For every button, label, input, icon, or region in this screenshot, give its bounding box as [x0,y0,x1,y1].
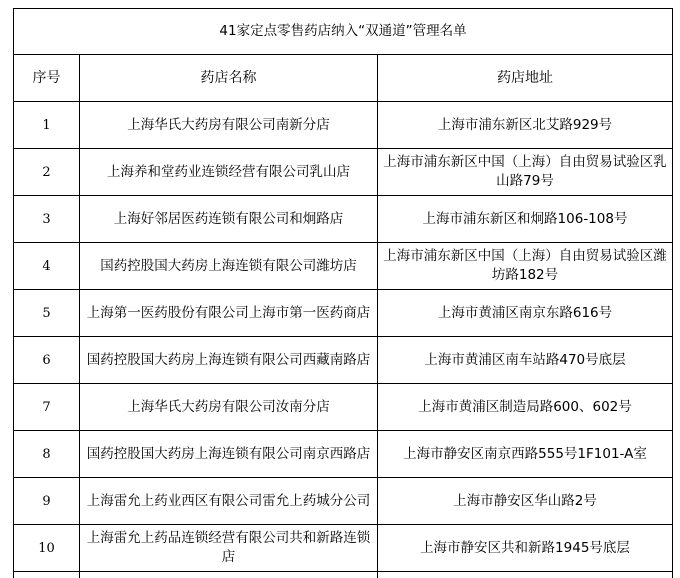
table-title-row [14,9,673,55]
table-row [14,290,673,337]
row-pharmacy-address: 上海市静安区共和新路1945号底层 [378,525,673,572]
row-pharmacy-name: 国药控股国大药房上海连锁有限公司南京西路店 [80,431,378,478]
table-row [14,384,673,431]
row-pharmacy-address: 上海市黄浦区制造局路600、602号 [378,384,673,431]
row-index: 3 [14,196,80,243]
table-header-row [14,55,673,102]
row-index: 10 [14,525,80,572]
table-row [14,149,673,196]
row-pharmacy-address: 上海市浦东新区中国（上海）自由贸易试验区潍坊路182号 [378,243,673,290]
row-index: 7 [14,384,80,431]
row-index: 9 [14,478,80,525]
row-index: 8 [14,431,80,478]
row-pharmacy-name: 上海第一医药股份有限公司上海市第一医药商店 [80,290,378,337]
row-pharmacy-address: 上海市浦东新区北艾路929号 [378,102,673,149]
row-index: 1 [14,102,80,149]
cut-cell [378,572,673,578]
row-index: 4 [14,243,80,290]
document-sheet [13,8,672,578]
row-pharmacy-name: 上海雷允上药品连锁经营有限公司共和新路连锁店 [80,525,378,572]
row-index: 2 [14,149,80,196]
header-index: 序号 [14,55,80,102]
row-pharmacy-address: 上海市黄浦区南车站路470号底层 [378,337,673,384]
row-pharmacy-address: 上海市浦东新区和炯路106-108号 [378,196,673,243]
header-pharmacy-address: 药店地址 [378,55,673,102]
table-row [14,243,673,290]
row-pharmacy-name: 国药控股国大药房上海连锁有限公司潍坊店 [80,243,378,290]
row-pharmacy-name: 上海华氏大药房有限公司汝南分店 [80,384,378,431]
row-pharmacy-address: 上海市静安区华山路2号 [378,478,673,525]
row-pharmacy-address: 上海市静安区南京西路555号1F101-A室 [378,431,673,478]
row-index: 5 [14,290,80,337]
table-row [14,337,673,384]
row-pharmacy-name: 上海养和堂药业连锁经营有限公司乳山店 [80,149,378,196]
pharmacy-list-table [13,8,673,578]
row-pharmacy-name: 上海华氏大药房有限公司南新分店 [80,102,378,149]
cut-cell [14,572,80,578]
row-pharmacy-name: 国药控股国大药房上海连锁有限公司西藏南路店 [80,337,378,384]
table-row [14,431,673,478]
table-title: 41家定点零售药店纳入“双通道”管理名单 [14,9,673,55]
row-pharmacy-address: 上海市浦东新区中国（上海）自由贸易试验区乳山路79号 [378,149,673,196]
row-pharmacy-name: 上海雷允上药业西区有限公司雷允上药城分公司 [80,478,378,525]
table-row [14,478,673,525]
table-row-cut-off [14,572,673,578]
table-row [14,525,673,572]
cut-cell [80,572,378,578]
row-pharmacy-name: 上海好邻居医药连锁有限公司和炯路店 [80,196,378,243]
table-row [14,196,673,243]
header-pharmacy-name: 药店名称 [80,55,378,102]
row-index: 6 [14,337,80,384]
row-pharmacy-address: 上海市黄浦区南京东路616号 [378,290,673,337]
table-row [14,102,673,149]
